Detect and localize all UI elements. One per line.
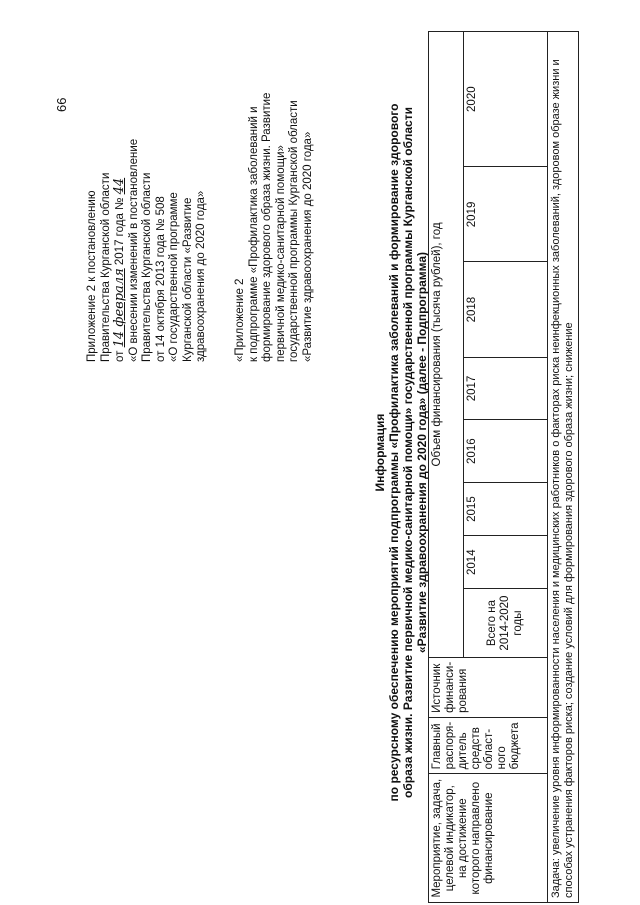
heading-line: по ресурсному обеспечению мероприятий подпрограммы «Профилактика заболеваний и формирование здорового [387, 103, 401, 802]
financing-table [428, 31, 579, 903]
appendix-1-line: Правительства Курганской области [141, 172, 153, 362]
header-source: Источник финанси-рования [429, 657, 548, 717]
header-year: 2020 [463, 32, 547, 167]
appendix-1-line: от 14 октября 2013 года № 508 [154, 196, 167, 362]
handwritten-number: 44 [112, 177, 127, 195]
header-year: 2014 [463, 536, 547, 589]
appendix-1-date-line [113, 139, 128, 362]
appendix-1-line: Курганской области «Развитие [181, 197, 194, 362]
appendix-1-line: «О внесении изменений в постановление [127, 138, 140, 362]
header-year: 2016 [463, 420, 547, 483]
appendix-2-line: «Развитие здравоохранения до 2020 года» [301, 131, 314, 362]
appendix-2-block [234, 93, 315, 362]
appendix-1-block [86, 139, 209, 362]
header-year: 2019 [463, 167, 547, 262]
appendix-2-line: к подпрограмме «Профилактика заболеваний и [247, 106, 260, 362]
appendix-2-line: «Приложение 2 [234, 278, 246, 362]
table-header-row [429, 32, 464, 903]
appendix-1-line: Приложение 2 к постановлению [86, 190, 98, 362]
heading-line: образа жизни. Развитие первичной медико-санитарной помощи» государственной программы Курганской области [401, 107, 415, 798]
appendix-1-from: от [114, 350, 126, 362]
header-year: 2018 [463, 262, 547, 357]
appendix-1-line: Правительства Курганской области [99, 172, 112, 362]
document-heading [373, 25, 429, 880]
appendix-1-year: 2017 года № [114, 197, 126, 266]
appendix-2-line: формирование здорового образа жизни. Развитие [261, 92, 273, 362]
header-event: Мероприятие, задача, целевой индикатор, на достижение которого направлено финансирование [429, 774, 548, 903]
header-year: 2015 [463, 483, 547, 536]
page-number: 66 [54, 97, 69, 112]
appendix-2-line: первичной медико-санитарной помощи» [274, 145, 287, 362]
handwritten-date: 14 февраля [112, 268, 127, 348]
header-volume: Объем финансирования (тысяча рублей), год [429, 32, 464, 658]
appendix-1-line: здравоохранения до 2020 года» [195, 190, 207, 362]
header-manager: Главный распоря-дитель средств област-ного бюджета [429, 717, 548, 773]
appendix-1-line: «О государственной программе [168, 192, 180, 362]
heading-line: «Развитие здравоохранения до 2020 года» (далее - Подпрограмма) [415, 251, 429, 654]
header-year: 2017 [463, 357, 547, 420]
appendix-2-line: государственной программы Курганской области [288, 100, 300, 362]
task-text: Задача: увеличение уровня информированности населения и медицинских работников о факторах риска неинфекционных заболеваний, здоровом образе жизни и способах устранения факторов риска; создание условий для формирования здорового образа жизни; снижение [548, 32, 579, 903]
table-row-task [548, 32, 579, 903]
heading-title: Информация [373, 413, 387, 492]
header-total: Всего на 2014-2020 годы [463, 589, 547, 658]
